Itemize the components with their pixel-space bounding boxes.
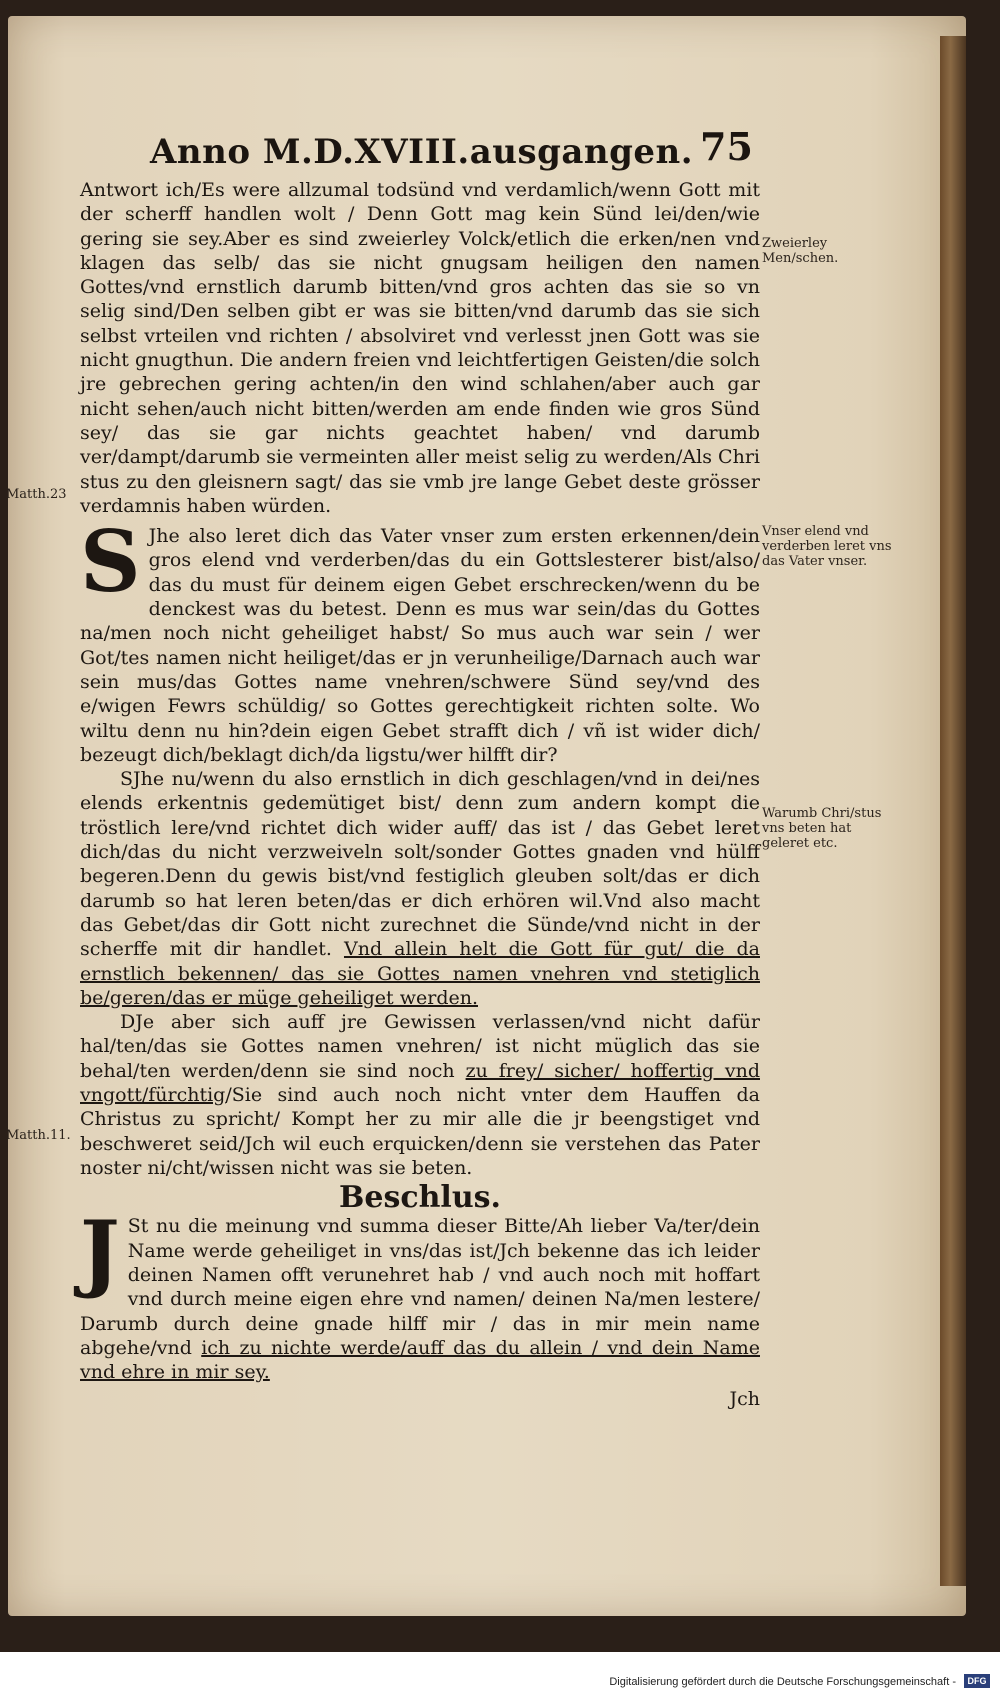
paragraph-3-text: SJhe nu/wenn du also ernstlich in dich geschlagen/vnd in dei/nes elends erkentnis gedemütiget bist/ denn zum andern kompt die tröstlich lere/vnd richtet dich wider auff/ das ist / das Gebet leret dich/das du nicht verzweiveln solt/sonder Gottes gnaden vnd hülff begeren.Denn du gewis bist/vnd festiglich gleuben solt/das er dich darumb so hat leren beten/das er dich erhören wil.Vnd also macht das Gebet/das dir Gott nicht zurechnet die Sünde/vnd nicht in der scherffe mit dir handlet. (80, 768, 760, 961)
footer-credit: Digitalisierung gefördert durch die Deutsche Forschungsgemeinschaft - (609, 1676, 956, 1688)
left-note-2: Matth.11. (6, 1128, 71, 1143)
paragraph-3 (80, 767, 760, 1010)
main-text-block (80, 178, 760, 1411)
section-heading: Beschlus. (339, 1180, 501, 1216)
running-header: Anno M.D.XVIII.ausgangen. (150, 132, 694, 172)
paragraph-5-text: St nu die meinung vnd summa dieser Bitte/Ah lieber Va/ter/dein Name werde geheiliget in vns/das ist/Jch bekenne das ich leider deinen Namen offt verunehret hab / vnd auch noch mit hoffart vnd durch meine eigen ehre vnd namen/ deinen Na/men lestere/ Darumb durch deine gnade hilff mir / das in mir mein name abgehe/vnd (80, 1215, 760, 1359)
page-number: 75 (700, 124, 753, 169)
drop-initial-j: J (80, 1202, 120, 1302)
page-edge (940, 36, 966, 1586)
catchword: Jch (729, 1387, 760, 1410)
margin-note-2: Vnser elend vnd verderben leret vns das Vater vnser. (762, 524, 892, 569)
paragraph-1: Antwort ich/Es were allzumal todsünd vnd verdamlich/wenn Gott mit der scherff handlen wolt / Denn Gott mag kein Sünd lei/den/wie gering sie sey.Aber es sind zweierley Volck/etlich die erken/nen vnd klagen das selb/ das sie nicht gnugsam heiligen den namen Gottes/vnd ernstlich darumb bitten/vnd gros achten das sie so vn selig sind/Den selben gibt er was sie bitten/vnd darumb das sie sich selbst vrteilen vnd richten / absolviret vnd verlesst jnen Gott was sie nicht gnugthun. Die andern freien vnd leichtfertigen Geisten/die solch jre gebrechen gering achten/in den wind schlahen/aber auch gar nicht sehen/auch nicht bitten/werden am ende finden wie gros Sünd sey/ das sie gar nichts geachtet haben/ vnd darumb ver/dampt/darumb sie vermeinten aller meist selig zu werden/Als Chri stus zu den gleisnern sagt/ das sie vmb jre lange Gebet deste grösser verdamnis haben würden. (80, 179, 760, 517)
drop-initial-s: S (80, 512, 141, 612)
paragraph-2-text: Jhe also leret dich das Vater vnser zum ersten erkennen/dein gros elend vnd verderben/das du ein Gottslesterer bist/also/ das du must für deinem eigen Gebet erschrecken/wenn du be denckest was du betest. Denn es mus war sein/das du Gottes na/men noch nicht geheiliget habst/ So mus auch war sein / wer Got/tes namen nicht heiliget/das er jn verunheilige/Darnach auch war sein mus/das Gottes name vnehren/schwere Sünd sey/vnd des e/wigen Fewrs schüldig/ so Gottes gerechtigkeit richten solte. Wo wiltu denn nu hin?dein eigen Gebet strafft dich / vñ ist wider dich/ bezeugt dich/beklagt dich/da ligstu/wer hilfft dir? (80, 525, 760, 766)
paragraph-2 (80, 512, 760, 767)
paragraph-5-underlined: ich zu nichte werde/auff das du allein / vnd dein Name vnd ehre in mir sey. (80, 1336, 760, 1384)
margin-note-1: Zweierley Men/schen. (762, 236, 839, 266)
margin-note-3: Warumb Chri/stus vns beten hat geleret etc. (762, 806, 882, 851)
paragraph-5 (80, 1202, 760, 1384)
dfg-logo: DFG (964, 1674, 990, 1688)
paragraph-4-text: DJe aber sich auff jre Gewissen verlassen/vnd nicht dafür hal/ten/das sie Gottes namen vnehren/ ist nicht müglich das sie behal/ten werden/denn sie sind noch (80, 1011, 760, 1082)
left-note-1: Matth.23 (6, 487, 67, 502)
paragraph-4-underlined: zu frey/ sicher/ hoffertig vnd vngott/fürchtig (80, 1059, 760, 1106)
paragraph-4-rest: /Sie sind auch noch nicht vnter dem Hauffen da Christus zu spricht/ Kompt her zu mir alle die jr beengstiget vnd beschweret seid/Jch wil euch erquicken/denn sie verstehen das Pater noster ni/cht/wissen nicht was sie beten. (80, 1083, 760, 1179)
paragraph-3-underlined: Vnd allein helt die Gott für gut/ die da ernstlich bekennen/ das sie Gottes namen vnehren vnd stetiglich be/geren/das er müge geheiliget werden. (80, 938, 760, 1009)
paragraph-4 (80, 1010, 760, 1180)
